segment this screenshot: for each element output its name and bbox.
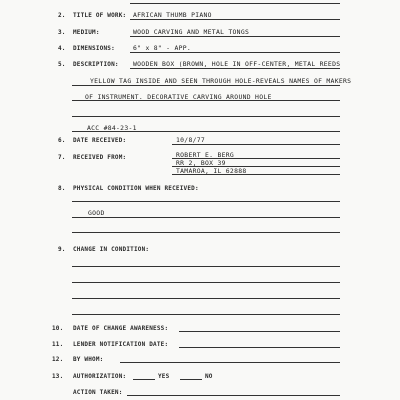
received-from-line-2: RR 2, BOX 39 [176, 159, 226, 167]
line-5d [72, 116, 340, 117]
item-5-label: DESCRIPTION: [73, 61, 119, 68]
item-7-label: RECEIVED FROM: [73, 154, 127, 161]
item-8-label: PHYSICAL CONDITION WHEN RECEIVED: [73, 185, 199, 192]
physical-condition-value: GOOD [88, 209, 105, 217]
line-5e [72, 131, 340, 132]
received-from-line-1: ROBERT E. BERG [176, 151, 235, 159]
line-12 [120, 362, 340, 363]
line-2 [130, 19, 340, 20]
item-8-number: 8. [58, 185, 66, 192]
line-9b [72, 282, 340, 283]
item-11-label: LENDER NOTIFICATION DATE: [73, 341, 169, 348]
item-5-number: 5. [58, 61, 66, 68]
item-6-label: DATE RECEIVED: [73, 137, 127, 144]
item-7-number: 7. [58, 154, 66, 161]
item-3-label: MEDIUM: [73, 29, 100, 36]
item-12-label: BY WHOM: [73, 356, 104, 363]
item-13-number: 13. [52, 373, 64, 380]
item-4-number: 4. [58, 45, 66, 52]
authorization-no-blank [180, 379, 202, 380]
line-10 [179, 331, 340, 332]
title-of-work-value: AFRICAN THUMB PIANO [133, 11, 212, 19]
line-6 [172, 144, 340, 145]
dimensions-value: 6" x 8" - APP. [133, 44, 192, 52]
description-line-1: WOODEN BOX (BROWN, HOLE IN OFF-CENTER, METAL REEDS [133, 60, 341, 68]
action-taken-label: ACTION TAKEN: [73, 389, 123, 396]
line-5c [72, 100, 340, 101]
line-7c [172, 174, 340, 175]
line-9a [72, 266, 340, 267]
item-4-label: DIMENSIONS: [73, 45, 115, 52]
line-action-taken [127, 395, 340, 396]
date-received-value: 10/8/77 [176, 136, 206, 144]
item-6-number: 6. [58, 137, 66, 144]
item-9-number: 9. [58, 246, 66, 253]
item-11-number: 11. [52, 341, 64, 348]
description-line-2: YELLOW TAG INSIDE AND SEEN THROUGH HOLE-REVEALS NAMES OF MAKERS [90, 77, 352, 85]
item-2-number: 2. [58, 12, 66, 19]
medium-value: WOOD CARVING AND METAL TONGS [133, 28, 250, 36]
item-12-number: 12. [52, 356, 64, 363]
authorization-yes-blank [133, 379, 155, 380]
item-13-label: AUTHORIZATION: [73, 373, 127, 380]
item-9-label: CHANGE IN CONDITION: [73, 246, 150, 253]
authorization-no-label: NO [205, 373, 213, 380]
line-8a [72, 201, 340, 202]
received-from-line-3: TAMAROA, IL 62888 [176, 167, 247, 175]
accession-number: ACC #84-23-1 [87, 124, 137, 132]
line-5b [72, 85, 340, 86]
line-11 [179, 347, 340, 348]
line-4 [130, 52, 340, 53]
authorization-yes-label: YES [158, 373, 170, 380]
item-3-number: 3. [58, 29, 66, 36]
item-2-label: TITLE OF WORK: [73, 12, 127, 19]
line-1 [130, 3, 340, 4]
line-5a [130, 68, 340, 69]
item-10-label: DATE OF CHANGE AWARENESS: [73, 325, 169, 332]
description-line-3: OF INSTRUMENT. DECORATIVE CARVING AROUND HOLE [85, 93, 272, 101]
line-3 [130, 36, 340, 37]
line-8b [72, 217, 340, 218]
item-10-number: 10. [52, 325, 64, 332]
line-9d [72, 314, 340, 315]
line-8c [72, 232, 340, 233]
line-9c [72, 298, 340, 299]
